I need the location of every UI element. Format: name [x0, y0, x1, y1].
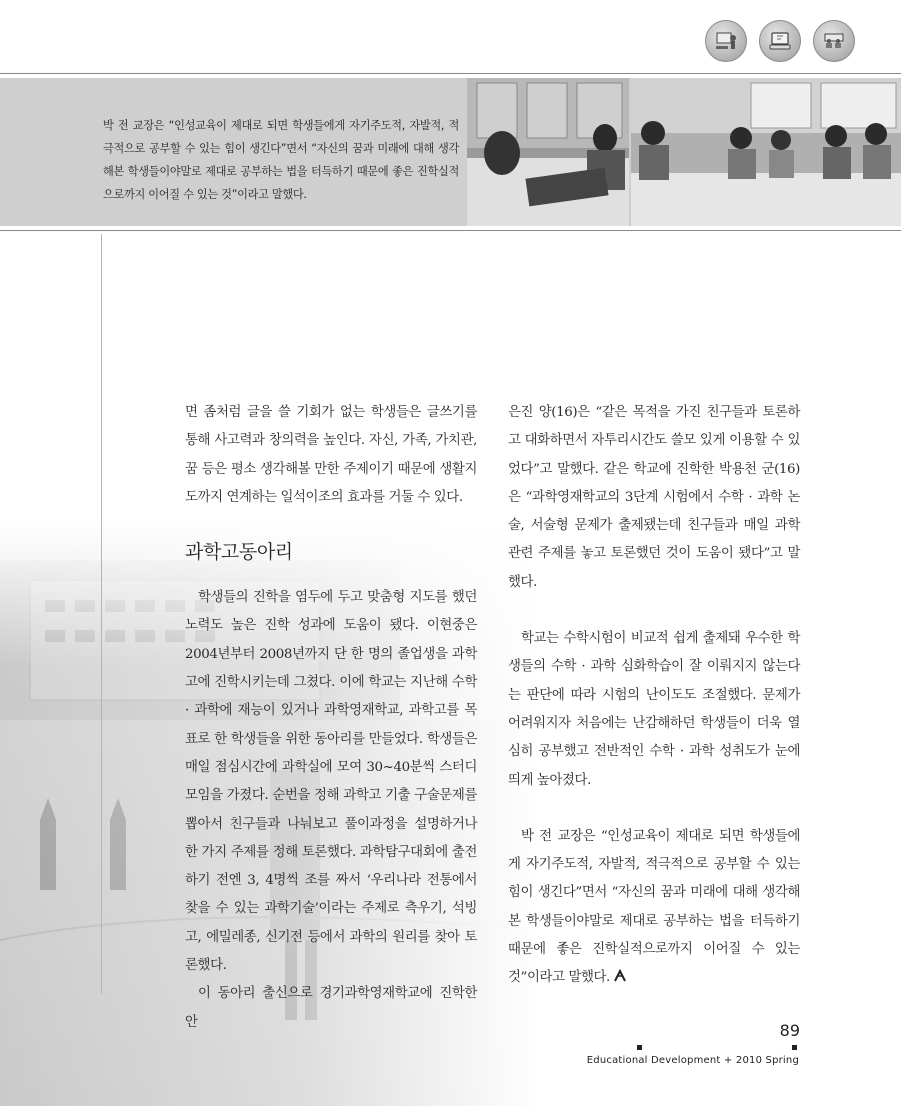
- article-column-right: [508, 399, 800, 993]
- band-bottom-rule: [0, 230, 901, 231]
- article-paragraph: 학생들의 진학을 염두에 두고 맞춤형 지도를 했던 노력도 높은 진학 성과에 도움이 됐다. 이현중은 2004년부터 2008년까지 단 한 명의 졸업생을 과학고에 진학시키는데 그쳤다. 이에 학교는 지난해 수학 · 과학에 재능이 있거나 과학영재학교, 과학고를 목표로 한 학생들을 위한 동아리를 만들었다. 학생들은 매일 점심시간에 과학실에 모여 30~40분씩 스터디 모임을 가졌다. 순번을 정해 과학고 기출 구술문제를 뽑아서 친구들과 나눠보고 풀이과정을 설명하거나 한 가지 주제를 정해 토론했다. 과학탐구대회에 출전하기 전엔 3, 4명씩 조를 짜서 ‘우리나라 전통에서 찾을 수 있는 과학기술’이라는 주제로 측우기, 석빙고, 에밀레종, 신기전 등에서 과학의 원리를 찾아 토론했다.: [185, 590, 477, 974]
- header-icon-group: [705, 20, 855, 62]
- footer-square-marker: [792, 1045, 797, 1050]
- article-end-mark-icon: [613, 969, 627, 982]
- photo-students-classroom: [631, 78, 901, 226]
- photo-caption: 박 전 교장은 “인성교육이 제대로 되면 학생들에게 자기주도적, 자발적, 적극적으로 공부할 수 있는 힘이 생긴다”면서 “자신의 꿈과 미래에 대해 생각해본 학생들이야말로 제대로 공부하는 법을 터득하기 때문에 좋은 진학실적으로까지 이어질 수 있는 것”이라고 말했다.: [103, 119, 459, 201]
- article-paragraph: 면 좀처럼 글을 쓸 기회가 없는 학생들은 글쓰기를 통해 사고력과 창의력을 높인다. 자신, 가족, 가치관, 꿈 등은 평소 생각해볼 만한 주제이기 때문에 생활지도까지 연계하는 일석이조의 효과를 거둘 수 있다.: [185, 405, 477, 505]
- article-paragraph: 학교는 수학시험이 비교적 쉽게 출제돼 우수한 학생들의 수학 · 과학 심화학습이 잘 이뤄지지 않는다는 판단에 따라 시험의 난이도도 조절했다. 문제가 어려워지자 처음에는 난감해하던 학생들이 더욱 열심히 공부했고 전반적인 수학 · 과학 성취도가 눈에 띄게 높아졌다.: [508, 631, 800, 788]
- teacher-board-icon: [705, 20, 747, 62]
- article-column-left: [185, 399, 477, 1037]
- publication-footer: Educational Development + 2010 Spring: [586, 1055, 799, 1066]
- photo-students-lab-experiment: [467, 78, 629, 226]
- classroom-icon: [813, 20, 855, 62]
- article-paragraph: 은진 양(16)은 “같은 목적을 가진 친구들과 토론하고 대화하면서 자투리시간도 쓸모 있게 이용할 수 있었다”고 말했다. 같은 학교에 진학한 박용천 군(16)은 “과학영재학교의 3단계 시험에서 수학 · 과학 논술, 서술형 문제가 출제됐는데 친구들과 매일 과학 관련 주제를 놓고 토론했던 것이 도움이 됐다”고 말했다.: [508, 405, 800, 590]
- band-top-rule: [0, 73, 901, 74]
- article-paragraph: [508, 823, 800, 993]
- page-number: 89: [779, 1021, 800, 1040]
- footer-square-marker: [637, 1045, 642, 1050]
- paragraph-spacer: [508, 597, 800, 625]
- margin-rule: [101, 234, 102, 994]
- article-paragraph: 이 동아리 출신으로 경기과학영재학교에 진학한 안: [185, 986, 477, 1030]
- section-heading: 과학고동아리: [185, 541, 293, 564]
- closing-paragraph-text: 박 전 교장은 “인성교육이 제대로 되면 학생들에게 자기주도적, 자발적, 적극적으로 공부할 수 있는 힘이 생긴다”면서 “자신의 꿈과 미래에 대해 생각해본 학생들이야말로 제대로 공부하는 법을 터득하기 때문에 좋은 진학실적으로까지 이어질 수 있는 것”이라고 말했다.: [508, 828, 800, 986]
- computer-icon: [759, 20, 801, 62]
- paragraph-spacer: [508, 795, 800, 823]
